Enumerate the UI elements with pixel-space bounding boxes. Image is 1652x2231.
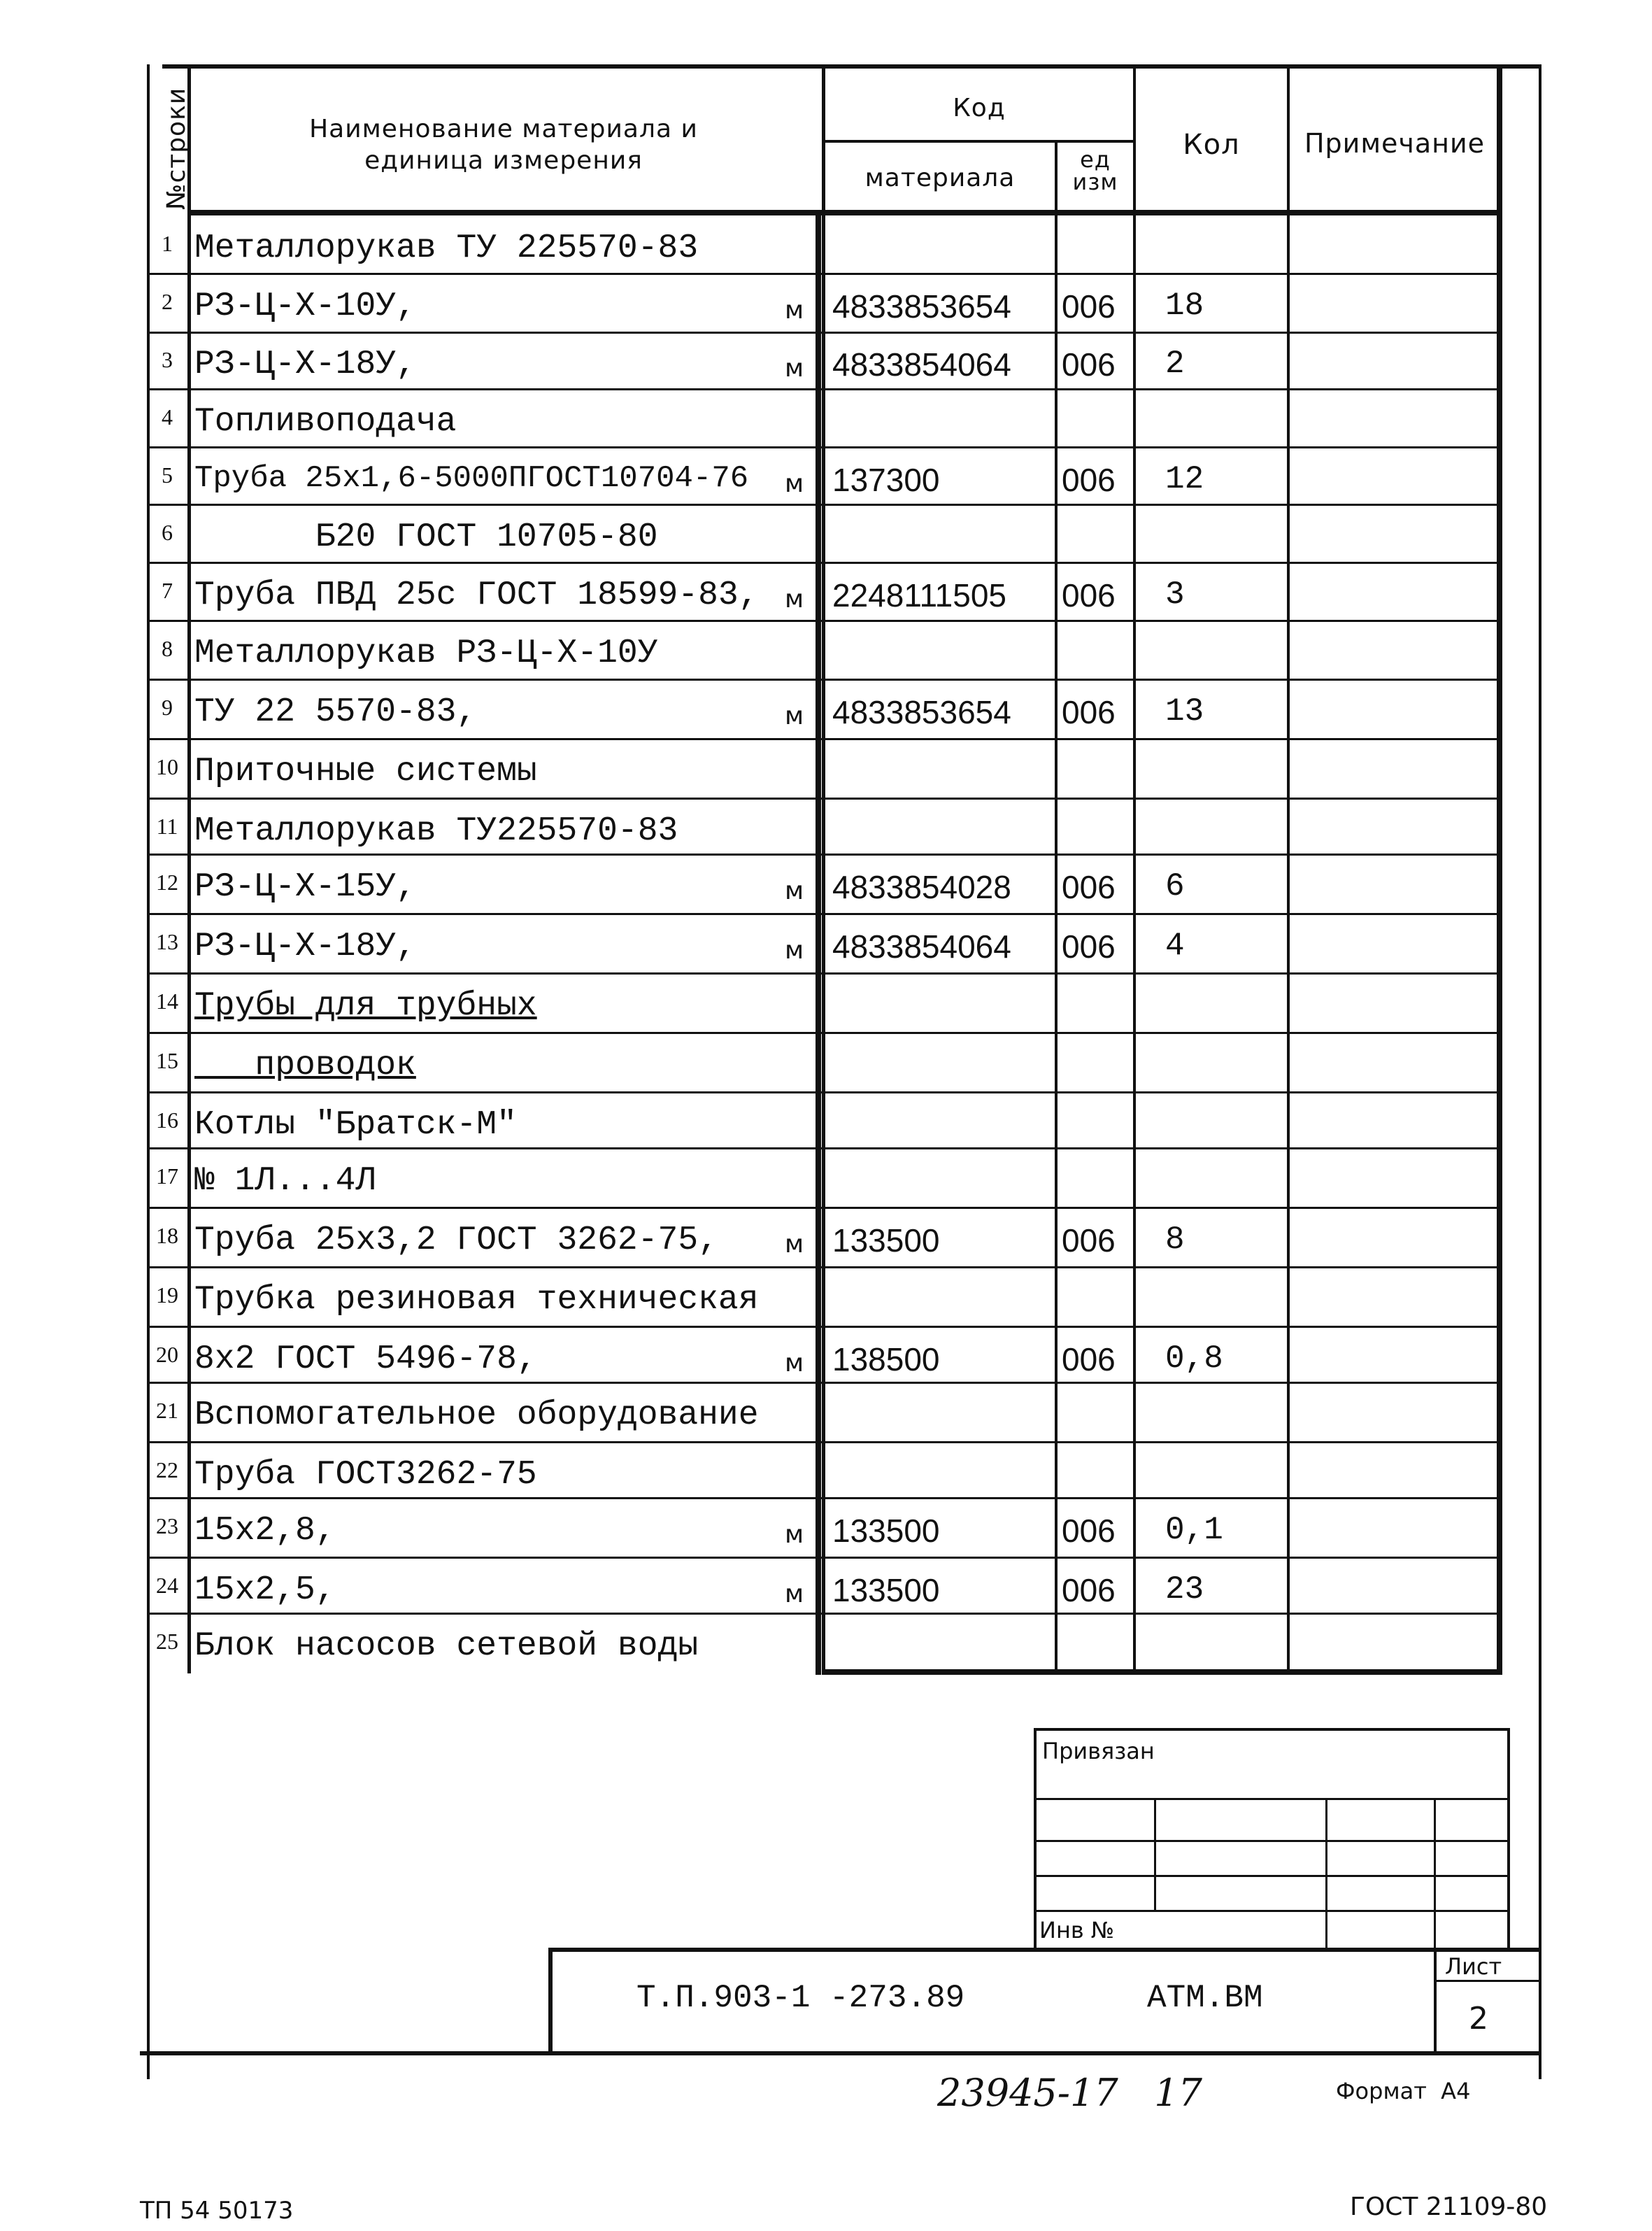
table-row: 19 Трубка резиновая техническая — [156, 1281, 759, 1319]
handwritten-number: 23945-17 17 — [937, 2071, 1202, 2115]
code-unit-header: ед изм — [1072, 146, 1118, 195]
document-section: АТМ.ВМ — [1147, 1980, 1263, 2016]
table-row: 23 15x2,8, м 133500 006 0,1 — [156, 1512, 1223, 1550]
table-row: 13 РЗ-Ц-Х-18У, м 4833854064 006 4 — [156, 928, 1185, 965]
table-row: 3 РЗ-Ц-Х-18У, м 4833854064 006 2 — [162, 346, 1185, 383]
table-row: 25 Блок насосов сетевой воды — [156, 1627, 699, 1665]
table-row: 22 Труба ГОСТ3262-75 — [156, 1456, 537, 1494]
table-row: 17 № 1Л...4Л — [156, 1162, 376, 1200]
table-row: 1 Металлорукав ТУ 225570-83 — [162, 229, 699, 267]
name-header: Наименование материала и единица измерения — [309, 115, 698, 175]
table-row: 18 Труба 25x3,2 ГОСТ 3262-75, м 133500 006 8 — [156, 1221, 1185, 1259]
inv-no-label: Инв № — [1039, 1917, 1115, 1943]
table-row: 11 Металлорукав ТУ225570-83 — [156, 812, 678, 850]
document-designation: Т.П.903-1 -273.89 — [636, 1980, 965, 2016]
table-row: 7 Труба ПВД 25с ГОСТ 18599-83, м 2248111505 006 3 — [162, 576, 1185, 614]
code-header: Код — [953, 94, 1006, 122]
table-row: 15 проводок — [156, 1047, 416, 1084]
code-material-header: материала — [864, 164, 1016, 192]
gost-code: ГОСТ 21109-80 — [1350, 2193, 1548, 2221]
row-number-header: №строки — [162, 87, 191, 210]
table-row: 8 Металлорукав РЗ-Ц-Х-10У — [162, 635, 658, 672]
sheet-label: Лист — [1445, 1953, 1502, 1980]
table-row: 4 Топливоподача — [162, 403, 457, 441]
privyazan-label: Привязан — [1042, 1738, 1155, 1764]
table-row: 6 Б20 ГОСТ 10705-80 — [162, 518, 658, 556]
left-code: ТП 54 50173 — [140, 2197, 294, 2225]
format-label: Формат А4 — [1336, 2078, 1471, 2104]
table-row: 14 Трубы для трубных — [156, 987, 537, 1025]
qty-header: Кол — [1183, 129, 1240, 161]
table-row: 9 ТУ 22 5570-83, м 4833853654 006 13 — [162, 693, 1204, 731]
table-row: 5 Труба 25x1,6-5000ПГОСТ10704-76 м 137300 006 12 — [162, 461, 1204, 498]
sheet-number: 2 — [1469, 2001, 1488, 2037]
note-header: Примечание — [1304, 128, 1486, 159]
table-row: 2 РЗ-Ц-Х-10У, м 4833853654 006 18 — [162, 288, 1204, 325]
table-row: 12 РЗ-Ц-Х-15У, м 4833854028 006 6 — [156, 868, 1185, 906]
table-row: 10 Приточные системы — [156, 753, 537, 791]
table-row: 24 15x2,5, м 133500 006 23 — [156, 1571, 1204, 1609]
table-row: 16 Котлы "Братск-М" — [156, 1106, 517, 1144]
table-row: 21 Вспомогательное оборудование — [156, 1396, 759, 1434]
table-row: 20 8x2 ГОСТ 5496-78, м 138500 006 0,8 — [156, 1340, 1223, 1378]
